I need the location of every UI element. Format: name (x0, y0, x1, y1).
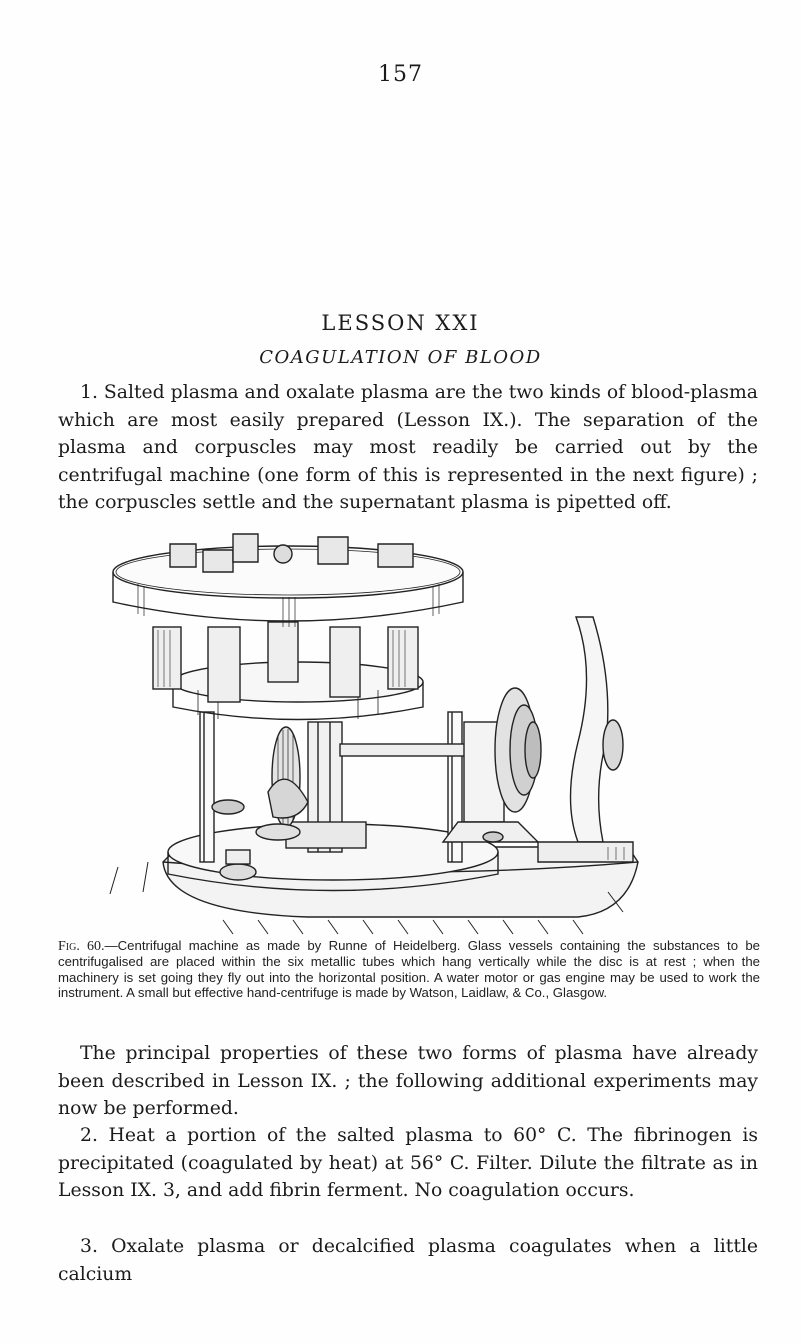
lesson-title: LESSON XXI (321, 311, 480, 335)
paragraph-3: 2. Heat a portion of the salted plasma to 60° C. The fibrinogen is precipitated (coagulated by heat) at 56° C. Filter. Dilute the filtrate as in Lesson IX. 3, and add fibrin ferment. No coagulation occurs. (58, 1125, 758, 1202)
crank-arm (538, 617, 633, 862)
lesson-subtitle: COAGULATION OF BLOOD (259, 347, 542, 368)
paragraph-4: 3. Oxalate plasma or decalcified plasma coagulates when a little calcium (58, 1236, 758, 1285)
page-number: 157 (378, 62, 423, 87)
paragraph-1: 1. Salted plasma and oxalate plasma are the two kinds of blood-plasma which are most easily prepared (Lesson IX.). The separation of the plasma and corpuscles may most readily be carried out by the centrifugal machine (one form of this is represented in the next figure) ; the corpuscles settle and the supernatant plasma is pipetted off. (58, 382, 758, 514)
figure-caption (58, 938, 760, 1001)
centrifuge-illustration (108, 522, 698, 940)
paragraph-2: The principal properties of these two forms of plasma have already been described in Lesson IX. ; the following additional experiments may now be performed. (58, 1043, 758, 1120)
figure-caption-text: —Centrifugal machine as made by Runne of Heidelberg. Glass vessels containing the substances to be centrifugalised are placed within the six metallic tubes which hang vertically while the disc is at rest ; when the machinery is set going they fly out into the horizontal position. A water motor or gas engine may be used to work the instrument. A small but effective hand-centrifuge is made by Watson, Laidlaw, & Co., Glasgow. (58, 938, 760, 1001)
figure-label: Fig. 60. (58, 939, 105, 954)
